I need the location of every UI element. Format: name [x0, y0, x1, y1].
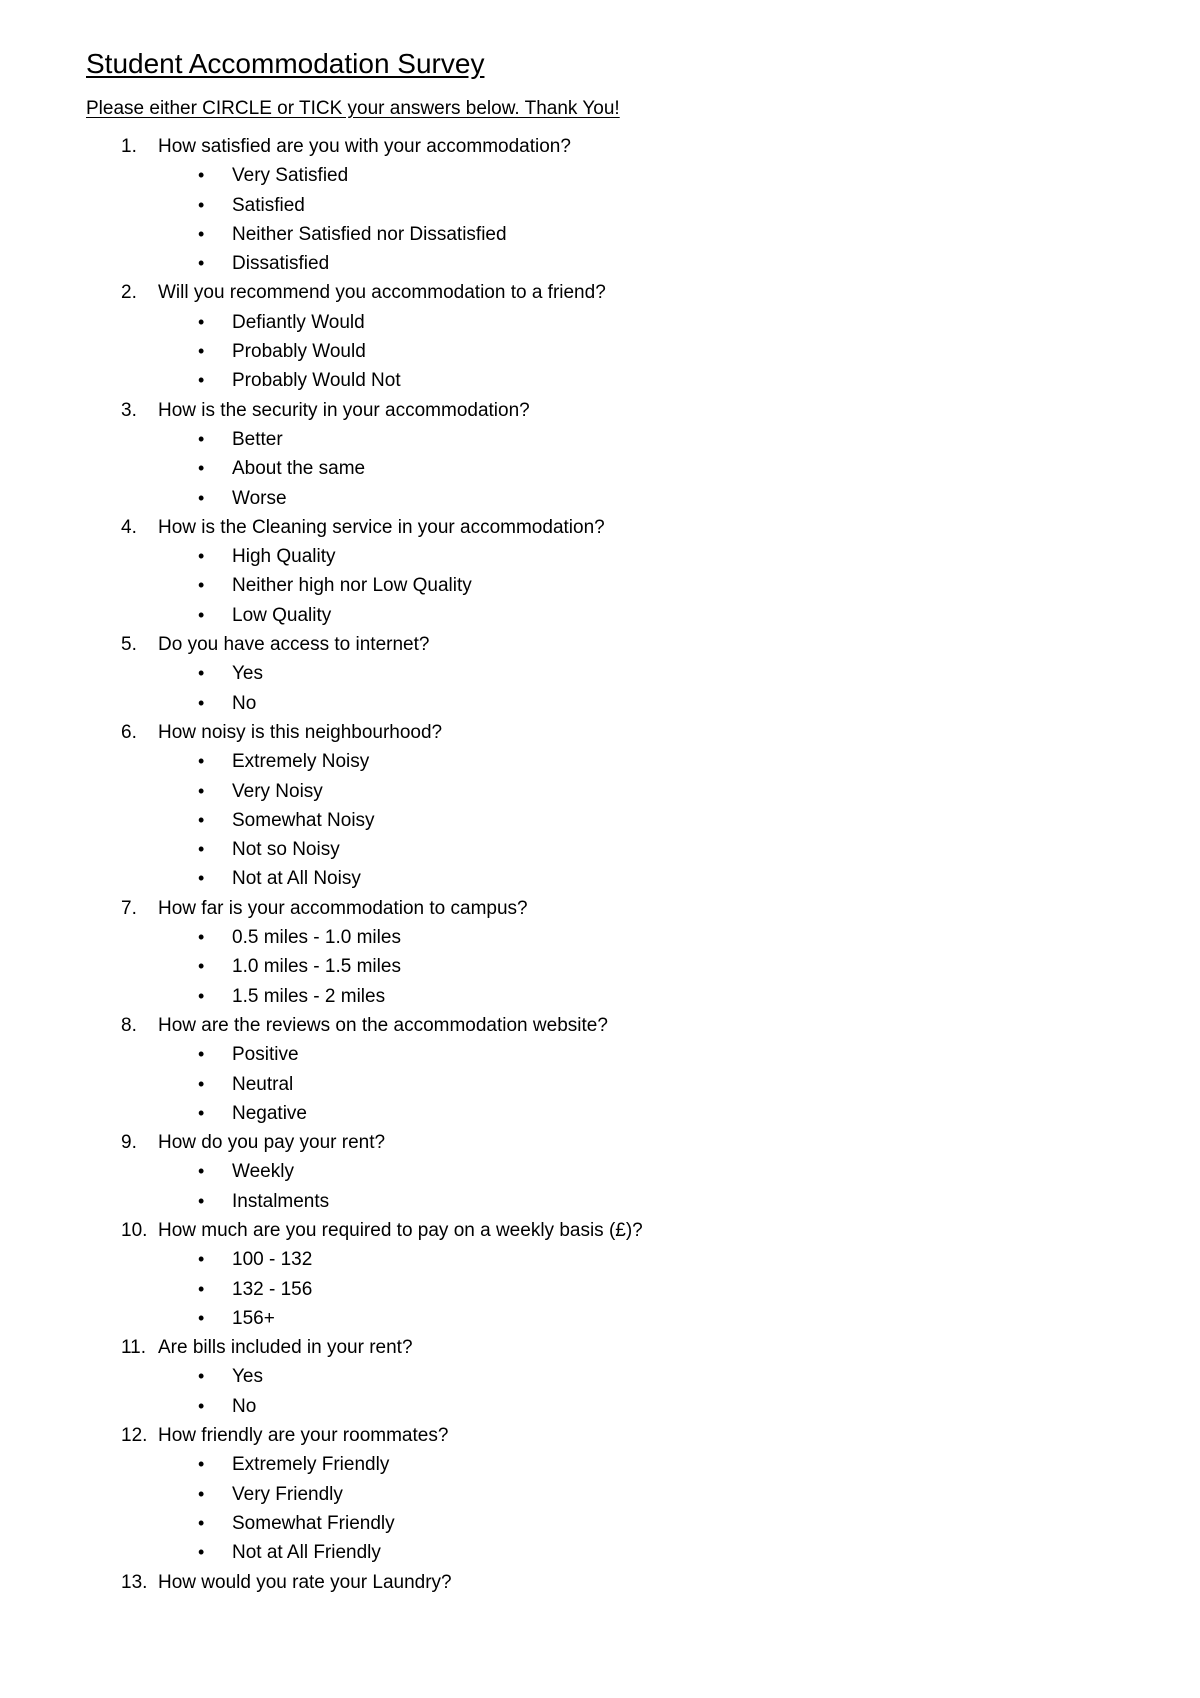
question-text: Do you have access to internet? [158, 634, 430, 656]
bullet-icon: • [198, 428, 205, 449]
bullet-icon: • [198, 487, 205, 508]
answer-option[interactable] [86, 454, 1166, 483]
answer-option-label: Not at All Friendly [232, 1542, 381, 1564]
answer-option[interactable] [86, 982, 1166, 1011]
question-item [86, 1216, 1166, 1333]
bullet-icon: • [198, 692, 205, 713]
answer-option-label: Neutral [232, 1073, 294, 1095]
question-item [86, 1421, 1166, 1567]
bullet-icon: • [198, 1483, 205, 1504]
answer-option[interactable] [86, 747, 1166, 776]
question-text: How is the security in your accommodation? [158, 399, 530, 421]
question-item [86, 1011, 1166, 1128]
answer-option-label: No [232, 1395, 257, 1417]
answer-option[interactable] [86, 835, 1166, 864]
answer-option[interactable] [86, 1245, 1166, 1274]
answer-option[interactable] [86, 1362, 1166, 1391]
answer-option[interactable] [86, 1392, 1166, 1421]
question-text: How do you pay your rent? [158, 1132, 386, 1154]
question-number: 11. [121, 1337, 147, 1359]
bullet-icon: • [198, 751, 205, 772]
answer-options [86, 1245, 1166, 1333]
bullet-icon: • [198, 1366, 205, 1387]
answer-option-label: Satisfied [232, 194, 305, 216]
answer-option[interactable] [86, 1480, 1166, 1509]
answer-option-label: Somewhat Friendly [232, 1512, 395, 1534]
answer-option[interactable] [86, 337, 1166, 366]
answer-option-label: 132 - 156 [232, 1278, 313, 1300]
answer-option[interactable] [86, 1450, 1166, 1479]
bullet-icon: • [198, 370, 205, 391]
question-text: Will you recommend you accommodation to a friend? [158, 282, 606, 304]
answer-option[interactable] [86, 1304, 1166, 1333]
answer-option-label: Yes [232, 1366, 263, 1388]
survey-page [86, 44, 1166, 1597]
answer-option[interactable] [86, 1275, 1166, 1304]
question-item [86, 278, 1166, 395]
answer-option[interactable] [86, 1070, 1166, 1099]
answer-option-label: Extremely Friendly [232, 1454, 390, 1476]
bullet-icon: • [198, 985, 205, 1006]
bullet-icon: • [198, 868, 205, 889]
answer-option-label: 100 - 132 [232, 1249, 313, 1271]
answer-option[interactable] [86, 366, 1166, 395]
answer-option-label: Extremely Noisy [232, 751, 370, 773]
answer-option-label: Neither Satisfied nor Dissatisfied [232, 223, 507, 245]
question-number: 3. [121, 399, 137, 421]
answer-option-label: 1.5 miles - 2 miles [232, 985, 386, 1007]
question-number: 2. [121, 282, 137, 304]
answer-option[interactable] [86, 249, 1166, 278]
question-number: 1. [121, 136, 137, 157]
question-number: 4. [121, 516, 137, 538]
bullet-icon: • [198, 927, 205, 948]
answer-option-label: Not so Noisy [232, 839, 340, 861]
answer-option-label: Not at All Noisy [232, 868, 361, 890]
answer-option[interactable] [86, 1538, 1166, 1567]
answer-options [86, 308, 1166, 396]
answer-option-label: Worse [232, 487, 287, 509]
answer-option[interactable] [86, 923, 1166, 952]
answer-options [86, 747, 1166, 893]
answer-option[interactable] [86, 864, 1166, 893]
bullet-icon: • [198, 1044, 205, 1065]
bullet-icon: • [198, 546, 205, 567]
bullet-icon: • [198, 1542, 205, 1563]
answer-option-label: Probably Would [232, 341, 366, 363]
answer-option-label: Very Noisy [232, 780, 323, 802]
bullet-icon: • [198, 575, 205, 596]
question-text: How friendly are your roommates? [158, 1425, 449, 1447]
bullet-icon: • [198, 1454, 205, 1475]
answer-option-label: No [232, 692, 257, 714]
bullet-icon: • [198, 223, 205, 244]
answer-option[interactable] [86, 220, 1166, 249]
bullet-icon: • [198, 194, 205, 215]
answer-option[interactable] [86, 161, 1166, 190]
answer-option-label: Yes [232, 663, 263, 685]
question-item [86, 630, 1166, 718]
bullet-icon: • [198, 253, 205, 274]
answer-option[interactable] [86, 777, 1166, 806]
question-text: Are bills included in your rent? [158, 1337, 413, 1359]
answer-option[interactable] [86, 659, 1166, 688]
answer-options [86, 923, 1166, 1011]
question-item [86, 513, 1166, 630]
bullet-icon: • [198, 604, 205, 625]
answer-options [86, 1450, 1166, 1567]
answer-option-label: Probably Would Not [232, 370, 401, 392]
bullet-icon: • [198, 1395, 205, 1416]
answer-option-label: Very Satisfied [232, 165, 349, 187]
answer-option[interactable] [86, 1187, 1166, 1216]
question-text: How satisfied are you with your accommodation? [158, 136, 571, 157]
answer-option-label: Neither high nor Low Quality [232, 575, 472, 597]
answer-option-label: Somewhat Noisy [232, 809, 375, 831]
answer-option-label: 0.5 miles - 1.0 miles [232, 927, 401, 949]
bullet-icon: • [198, 839, 205, 860]
answer-option[interactable] [86, 542, 1166, 571]
answer-option-label: Very Friendly [232, 1483, 343, 1505]
answer-option[interactable] [86, 952, 1166, 981]
bullet-icon: • [198, 311, 205, 332]
question-item [86, 1568, 1166, 1597]
question-number: 5. [121, 634, 137, 656]
question-number: 10. [121, 1219, 148, 1241]
bullet-icon: • [198, 1190, 205, 1211]
answer-option-label: Dissatisfied [232, 253, 330, 275]
answer-option[interactable] [86, 1157, 1166, 1186]
answer-option[interactable] [86, 1040, 1166, 1069]
bullet-icon: • [198, 1249, 205, 1270]
question-number: 7. [121, 897, 137, 919]
bullet-icon: • [198, 165, 205, 186]
question-number: 12. [121, 1425, 148, 1447]
question-number: 13. [121, 1571, 148, 1593]
question-item [86, 718, 1166, 894]
answer-option-label: Instalments [232, 1190, 330, 1212]
answer-option[interactable] [86, 571, 1166, 600]
answer-option[interactable] [86, 689, 1166, 718]
bullet-icon: • [198, 1073, 205, 1094]
answer-options [86, 1362, 1166, 1421]
answer-options [86, 542, 1166, 630]
bullet-icon: • [198, 809, 205, 830]
question-text: How would you rate your Laundry? [158, 1571, 452, 1593]
question-number: 8. [121, 1014, 137, 1036]
answer-option[interactable] [86, 1509, 1166, 1538]
bullet-icon: • [198, 1512, 205, 1533]
bullet-icon: • [198, 458, 205, 479]
answer-options [86, 659, 1166, 718]
question-text: How are the reviews on the accommodation website? [158, 1014, 608, 1036]
answer-option-label: Better [232, 428, 283, 450]
question-text: How is the Cleaning service in your accommodation? [158, 516, 605, 538]
answer-option-label: Weekly [232, 1161, 294, 1183]
page-title: Student Accommodation Survey [86, 48, 485, 79]
question-list [86, 132, 1166, 1597]
bullet-icon: • [198, 341, 205, 362]
answer-option-label: 156+ [232, 1307, 275, 1329]
answer-option[interactable] [86, 1099, 1166, 1128]
question-item [86, 1333, 1166, 1421]
answer-option[interactable] [86, 484, 1166, 513]
answer-option-label: Positive [232, 1044, 299, 1066]
answer-option-label: About the same [232, 458, 366, 480]
bullet-icon: • [198, 1278, 205, 1299]
bullet-icon: • [198, 780, 205, 801]
answer-option-label: High Quality [232, 546, 336, 568]
answer-options [86, 1040, 1166, 1128]
answer-options [86, 425, 1166, 513]
question-item [86, 894, 1166, 1011]
question-number: 9. [121, 1132, 137, 1154]
instructions-text: Please either CIRCLE or TICK your answers below. Thank You! [86, 98, 620, 119]
answer-option-label: Negative [232, 1102, 307, 1124]
answer-option[interactable] [86, 191, 1166, 220]
answer-option-label: Defiantly Would [232, 311, 365, 333]
question-item [86, 396, 1166, 513]
question-text: How far is your accommodation to campus? [158, 897, 528, 919]
bullet-icon: • [198, 1161, 205, 1182]
answer-option[interactable] [86, 806, 1166, 835]
bullet-icon: • [198, 956, 205, 977]
answer-option[interactable] [86, 601, 1166, 630]
answer-option[interactable] [86, 425, 1166, 454]
bullet-icon: • [198, 1102, 205, 1123]
question-text: How noisy is this neighbourhood? [158, 721, 443, 743]
question-number: 6. [121, 721, 137, 743]
question-item [86, 1128, 1166, 1216]
question-text: How much are you required to pay on a weekly basis (£)? [158, 1219, 643, 1241]
answer-option-label: Low Quality [232, 604, 332, 626]
bullet-icon: • [198, 663, 205, 684]
answer-option-label: 1.0 miles - 1.5 miles [232, 956, 401, 978]
answer-option[interactable] [86, 308, 1166, 337]
question-item [86, 132, 1166, 278]
answer-options [86, 1157, 1166, 1216]
bullet-icon: • [198, 1307, 205, 1328]
answer-options [86, 161, 1166, 278]
